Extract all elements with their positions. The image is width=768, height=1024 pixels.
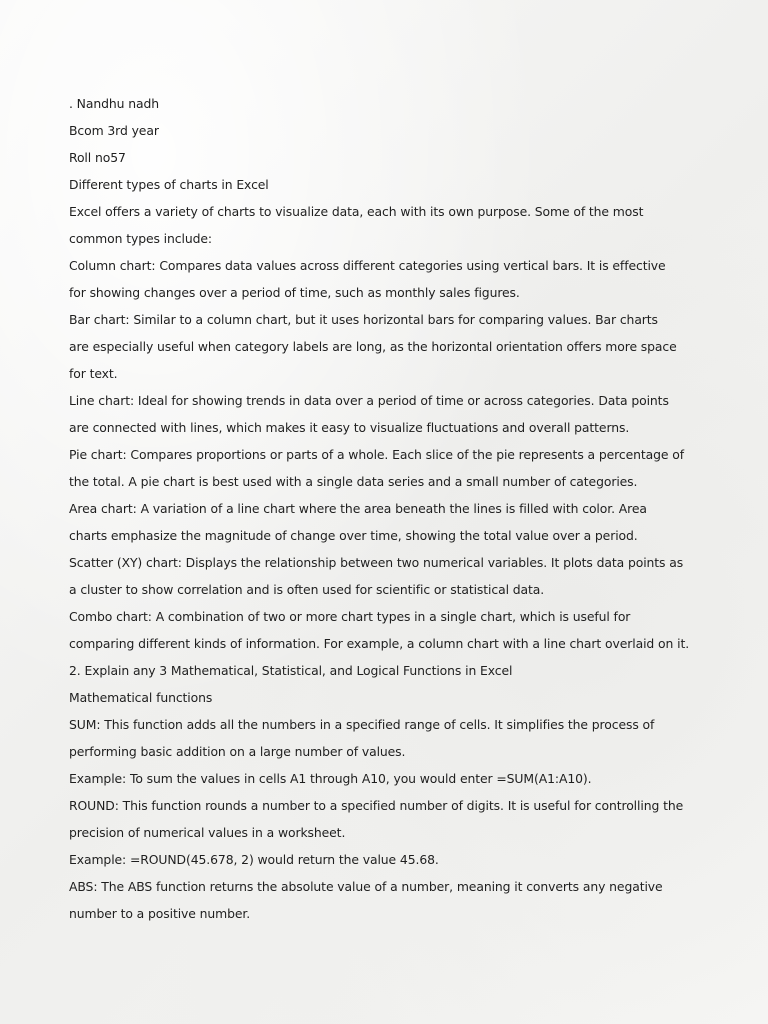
text-line: number to a positive number. bbox=[69, 906, 251, 921]
author-name: . Nandhu nadh bbox=[69, 96, 159, 111]
text-line: precision of numerical values in a worksheet. bbox=[69, 825, 346, 840]
text-line: Pie chart: Compares proportions or parts of a whole. Each slice of the pie represents a percentage of bbox=[69, 447, 684, 462]
text-line: the total. A pie chart is best used with a single data series and a small number of categories. bbox=[69, 474, 638, 489]
heading-chart-types: Different types of charts in Excel bbox=[69, 177, 269, 192]
text-line: Column chart: Compares data values across different categories using vertical bars. It is effective bbox=[69, 258, 666, 273]
section-heading-mathematical: Mathematical functions bbox=[69, 690, 213, 705]
text-line: Example: To sum the values in cells A1 through A10, you would enter =SUM(A1:A10). bbox=[69, 771, 592, 786]
text-line: comparing different kinds of information. For example, a column chart with a line chart overlaid on it. bbox=[69, 636, 690, 651]
course-year: Bcom 3rd year bbox=[69, 123, 159, 138]
handwritten-text-body bbox=[69, 90, 729, 927]
question-heading: 2. Explain any 3 Mathematical, Statistical, and Logical Functions in Excel bbox=[69, 663, 513, 678]
text-line: are especially useful when category labels are long, as the horizontal orientation offers more space bbox=[69, 339, 677, 354]
text-line: Bar chart: Similar to a column chart, but it uses horizontal bars for comparing values. Bar charts bbox=[69, 312, 658, 327]
text-line: Example: =ROUND(45.678, 2) would return the value 45.68. bbox=[69, 852, 439, 867]
text-line: charts emphasize the magnitude of change over time, showing the total value over a period. bbox=[69, 528, 638, 543]
text-line: Combo chart: A combination of two or more chart types in a single chart, which is useful for bbox=[69, 609, 631, 624]
text-line: Line chart: Ideal for showing trends in data over a period of time or across categories. Data points bbox=[69, 393, 669, 408]
text-line: are connected with lines, which makes it easy to visualize fluctuations and overall patterns. bbox=[69, 420, 630, 435]
text-line: for text. bbox=[69, 366, 118, 381]
roll-number: Roll no57 bbox=[69, 150, 126, 165]
text-line: Area chart: A variation of a line chart where the area beneath the lines is filled with color. Area bbox=[69, 501, 647, 516]
text-line: Scatter (XY) chart: Displays the relationship between two numerical variables. It plots data points as bbox=[69, 555, 684, 570]
text-line: for showing changes over a period of time, such as monthly sales figures. bbox=[69, 285, 520, 300]
text-line: ROUND: This function rounds a number to a specified number of digits. It is useful for controlling the bbox=[69, 798, 684, 813]
text-line: common types include: bbox=[69, 231, 212, 246]
text-line: a cluster to show correlation and is often used for scientific or statistical data. bbox=[69, 582, 545, 597]
text-line: performing basic addition on a large number of values. bbox=[69, 744, 406, 759]
text-line: SUM: This function adds all the numbers in a specified range of cells. It simplifies the process of bbox=[69, 717, 655, 732]
text-line: Excel offers a variety of charts to visualize data, each with its own purpose. Some of the most bbox=[69, 204, 644, 219]
text-line: ABS: The ABS function returns the absolute value of a number, meaning it converts any negative bbox=[69, 879, 663, 894]
